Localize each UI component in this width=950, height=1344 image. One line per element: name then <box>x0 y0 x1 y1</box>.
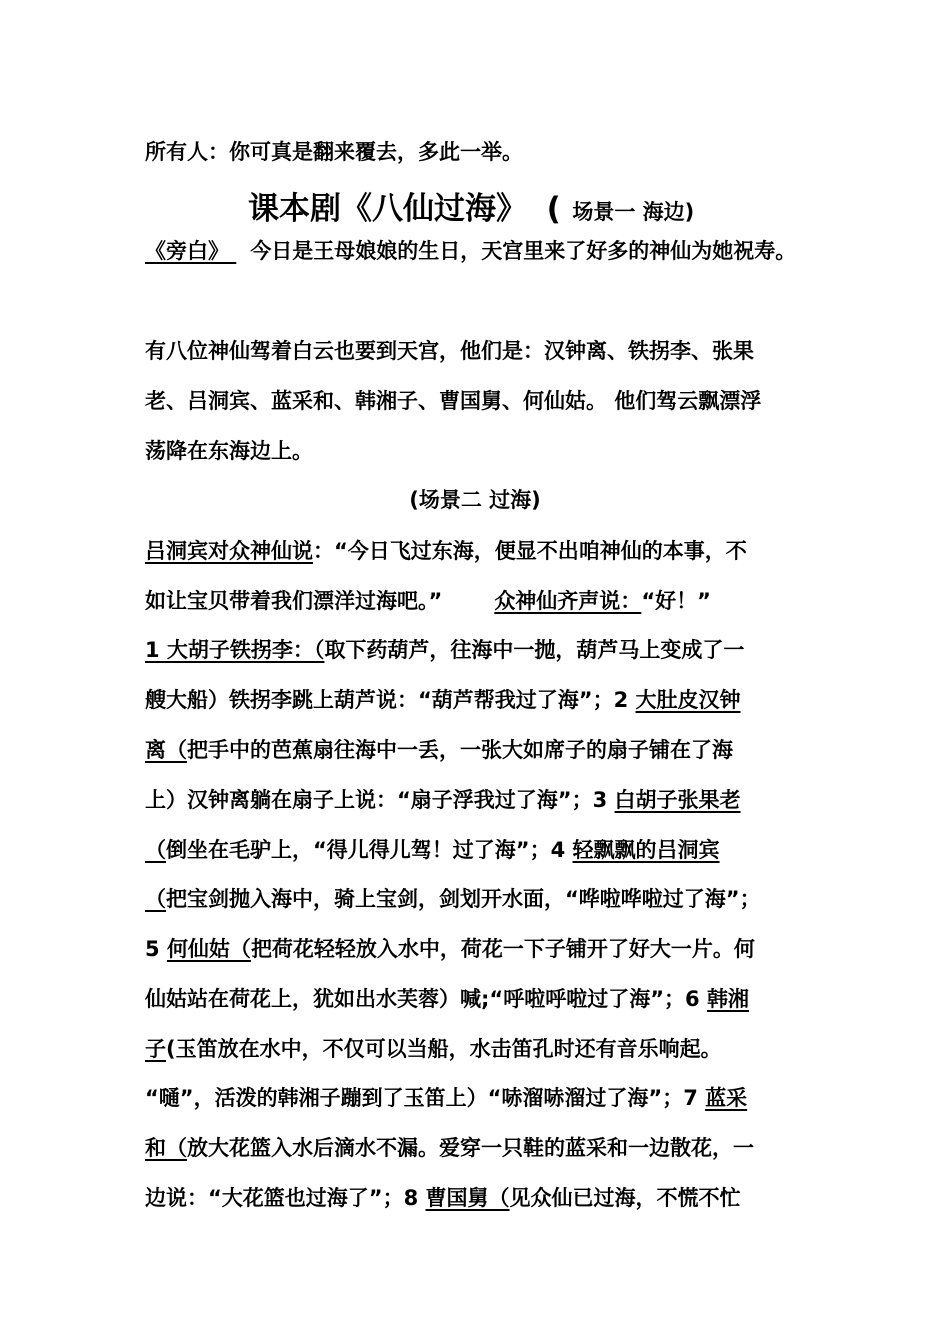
narration-line <box>145 237 796 265</box>
speaker: 离（ <box>145 738 187 762</box>
text: 有八位神仙驾着白云也要到天宫，他们是：汉钟离、铁拐李、张果 <box>145 339 754 363</box>
text: 把荷花轻轻放入水中，荷花一下子铺开了好大一片。何 <box>250 937 755 961</box>
page-title <box>248 183 694 228</box>
title-scene: 场景一 海边) <box>572 200 695 224</box>
text: 艘大船）铁拐李跳上葫芦说：“葫芦帮我过了海”；2 <box>145 688 636 712</box>
speaker: 韩湘 <box>706 987 749 1011</box>
text: 荡降在东海边上。 <box>145 439 313 463</box>
script-line-9 <box>145 935 755 963</box>
script-line-4 <box>145 686 741 714</box>
speaker: 白胡子张果老 <box>614 788 741 812</box>
text: ：“今日飞过东海，便显不出咱神仙的本事，不 <box>313 539 747 563</box>
text: (玉笛放在水中，不仅可以当船，水击笛孔时还有音乐响起。 <box>166 1037 722 1061</box>
speaker: （ <box>145 887 166 911</box>
text: 上）汉钟离躺在扇子上说：“扇子浮我过了海”；3 <box>145 788 615 812</box>
title-main: 课本剧《八仙过海》 <box>248 191 527 227</box>
text: 取下药葫芦，往海中一抛，葫芦马上变成了一 <box>324 638 745 662</box>
text: 放大花篮入水后滴水不漏。爱穿一只鞋的蓝采和一边散花，一 <box>187 1136 754 1160</box>
script-line-6 <box>145 786 741 814</box>
line-all-speak <box>145 138 523 166</box>
script-line-5 <box>145 736 733 764</box>
script-line-1 <box>145 537 747 565</box>
text: (场景二 过海) <box>409 488 541 512</box>
text: 倒坐在毛驴上，“得儿得儿驾！过了海”；4 <box>166 838 573 862</box>
narration-label: 《旁白》 <box>145 239 237 263</box>
speaker: 吕洞宾对众神仙说 <box>145 539 313 563</box>
title-paren: ( <box>546 191 561 227</box>
speaker: 何仙姑（ <box>166 937 251 961</box>
script-line-7 <box>145 836 720 864</box>
script-line-3 <box>145 636 744 664</box>
script-line-11 <box>145 1035 722 1063</box>
text: 见众仙已过海，不慌不忙 <box>509 1186 741 1210</box>
text: 如让宝贝带着我们漂洋过海吧。” <box>145 589 443 613</box>
text: 边说：“大花篮也过海了”；8 <box>145 1186 426 1210</box>
text: 把宝剑抛入海中，骑上宝剑，剑划开水面，“哗啦哗啦过了海”； <box>166 887 761 911</box>
para1-line-3 <box>145 437 313 465</box>
text: “好！” <box>641 589 711 613</box>
script-line-2 <box>145 587 711 615</box>
text: 仙姑站在荷花上，犹如出水芙蓉）喊;“呼啦呼啦过了海”；6 <box>145 987 707 1011</box>
narration-text: 今日是王母娘娘的生日，天宫里来了好多的神仙为她祝寿。 <box>250 239 797 263</box>
para1-line-1 <box>145 337 754 365</box>
speaker: 众神仙齐声说： <box>494 589 642 613</box>
script-line-13 <box>145 1134 754 1162</box>
scene2-heading <box>0 486 950 514</box>
script-line-8 <box>145 885 761 913</box>
dialogue-text: 所有人：你可真是翻来覆去，多此一举。 <box>145 140 523 164</box>
speaker: 曹国舅（ <box>425 1186 510 1210</box>
text: 老、吕洞宾、蓝采和、韩湘子、曹国舅、何仙姑。 他们驾云飘漂浮 <box>145 389 762 413</box>
text: 把手中的芭蕉扇往海中一丢，一张大如席子的扇子铺在了海 <box>187 738 733 762</box>
script-line-14 <box>145 1184 741 1212</box>
speaker: 1 大胡子铁拐李：（ <box>145 638 325 662</box>
text: 5 <box>145 937 167 961</box>
para1-line-2 <box>145 387 761 415</box>
speaker: 大肚皮汉钟 <box>635 688 741 712</box>
speaker: 轻飘飘的吕洞宾 <box>572 838 720 862</box>
speaker: 蓝采 <box>705 1086 748 1110</box>
speaker: 和（ <box>145 1136 187 1160</box>
script-line-12 <box>145 1084 747 1112</box>
text: “嗵”，活泼的韩湘子蹦到了玉笛上）“哧溜哧溜过了海”；7 <box>145 1086 706 1110</box>
speaker: （ <box>145 838 166 862</box>
script-line-10 <box>145 985 749 1013</box>
speaker: 子 <box>145 1037 166 1061</box>
